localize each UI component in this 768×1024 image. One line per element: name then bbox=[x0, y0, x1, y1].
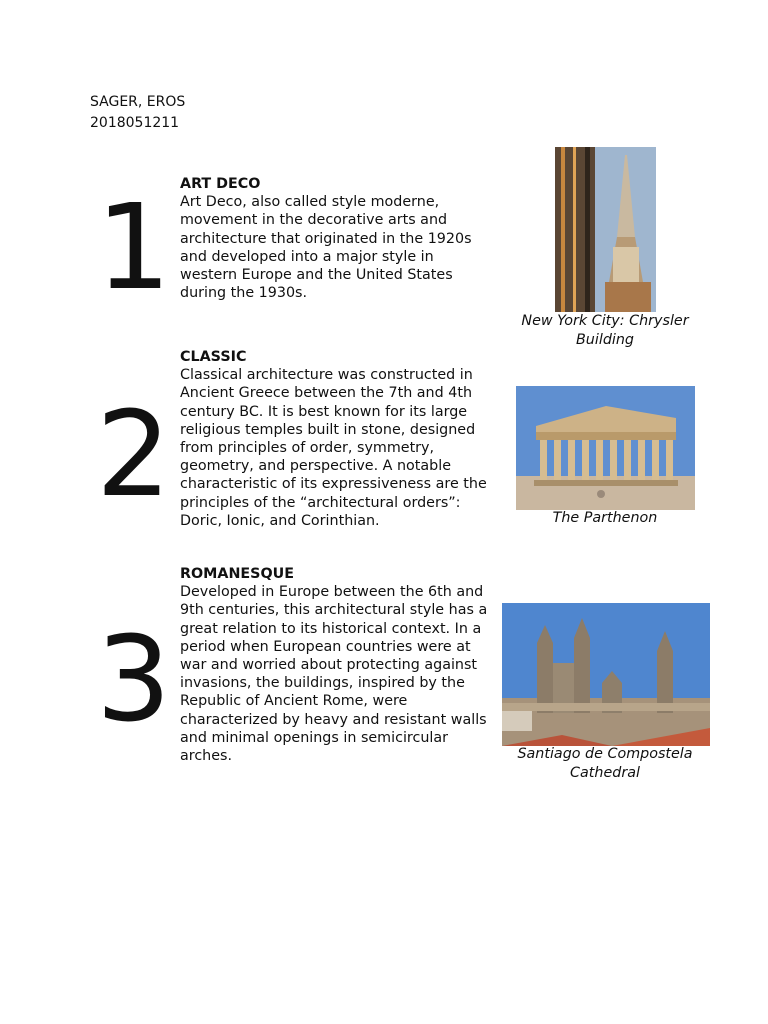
caption-chrysler: New York City: Chrysler Building bbox=[521, 313, 689, 348]
section-number-1: 1 bbox=[96, 178, 172, 316]
caption-parthenon: The Parthenon bbox=[552, 510, 658, 526]
parthenon-photo bbox=[516, 386, 695, 510]
section-number-2: 2 bbox=[96, 385, 172, 523]
section-body: Classical architecture was constructed in Ancient Greece between the 7th and 4th century BC. It is best known for its large religious temples built in stone, designed from principles of order, symmetry, geometry, and perspective. A notable characteristic of its expressiveness are the principles of the “architectural orders”: Doric, Ionic, and Corinthian. bbox=[180, 367, 487, 529]
section-title: ART DECO bbox=[180, 176, 261, 192]
section-number-3: 3 bbox=[96, 610, 172, 748]
section-body: Art Deco, also called style moderne, movement in the decorative arts and architecture that originated in the 1920s and developed into a major style in western Europe and the United States during the 1930s. bbox=[180, 194, 472, 302]
student-id: 2018051211 bbox=[90, 115, 180, 131]
section-classic bbox=[180, 348, 490, 530]
caption-santiago: Santiago de Compostela Cathedral bbox=[517, 746, 693, 781]
author-name: SAGER, EROS bbox=[90, 94, 186, 110]
section-body: Developed in Europe between the 6th and 9th centuries, this architectural style has a great relation to its historical context. In a period when European countries were at war and worried about protecting against invasions, the buildings, inspired by the Republic of Ancient Rome, were characterized by heavy and resistant walls and minimal openings in semicircular arches. bbox=[180, 584, 488, 765]
section-title: CLASSIC bbox=[180, 349, 247, 365]
section-art-deco bbox=[180, 175, 490, 302]
section-title: ROMANESQUE bbox=[180, 566, 295, 582]
chrysler-building-photo bbox=[555, 147, 656, 312]
section-romanesque bbox=[180, 565, 490, 765]
santiago-cathedral-photo bbox=[502, 603, 710, 746]
author-block bbox=[90, 92, 185, 134]
